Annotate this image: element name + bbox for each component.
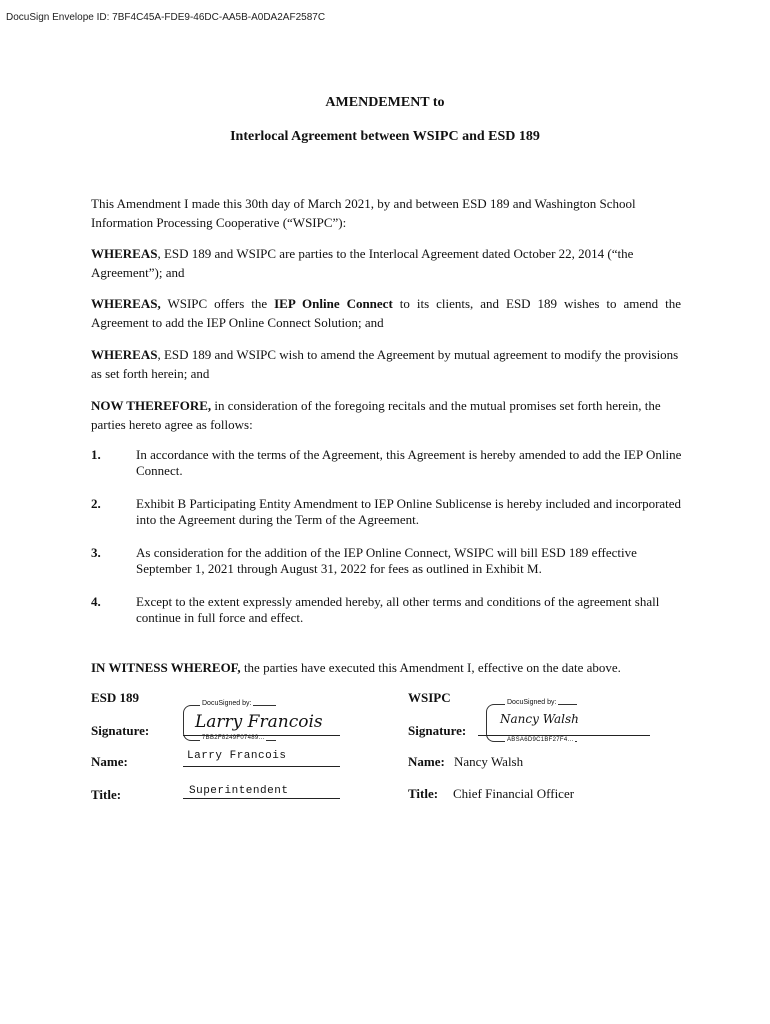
list-item-number: 1. [91, 447, 101, 462]
list-item: As consideration for the addition of the IEP Online Connect, WSIPC will bill ESD 189 effective September 1, 2021 through August 31, 2022 for fees as outlined in Exhibit M. [136, 545, 637, 576]
whereas-paragraph-1 [91, 244, 681, 282]
docusign-id: 7BB2F8249F07489... [202, 735, 265, 741]
whereas-paragraph-2 [91, 294, 681, 332]
left-title-value: Superintendent [189, 785, 289, 797]
right-title-value: Chief Financial Officer [453, 786, 575, 801]
list-item-number: 4. [91, 594, 101, 609]
name-line [183, 766, 340, 767]
title-line [183, 798, 340, 799]
docusigned-by-label: DocuSigned by: [202, 700, 252, 707]
whereas-lead: WHEREAS [91, 246, 158, 261]
now-therefore-text: in consideration of the foregoing recitals and the mutual promises set forth herein, the parties hereto agree as follows: [91, 398, 661, 432]
intro-paragraph: This Amendment I made this 30th day of March 2021, by and between ESD 189 and Washington School Information Processing Cooperative (“WSIPC”): [91, 196, 636, 230]
document-subtitle: Interlocal Agreement between WSIPC and ESD 189 [230, 129, 540, 144]
right-title-label: Title: [408, 786, 439, 801]
right-signature-image: Nancy Walsh [500, 712, 579, 726]
signature-line [183, 735, 340, 736]
left-signature-label: Signature: [91, 723, 150, 738]
left-title-label: Title: [91, 787, 122, 802]
right-name-value: Nancy Walsh [454, 754, 524, 769]
left-name-value: Larry Francois [187, 750, 287, 762]
now-therefore-lead: NOW THEREFORE, [91, 398, 212, 413]
list-item: Except to the extent expressly amended hereby, all other terms and conditions of the agreement shall continue in full force and effect. [136, 594, 660, 625]
docusigned-by-label: DocuSigned by: [507, 699, 557, 706]
witness-paragraph [91, 658, 681, 677]
now-therefore-paragraph [91, 396, 681, 434]
envelope-id: DocuSign Envelope ID: 7BF4C45A-FDE9-46DC-AA5B-A0DA2AF2587C [6, 12, 326, 23]
whereas-text-pre: WSIPC offers the [160, 296, 275, 311]
signature-line [478, 735, 650, 736]
left-signature-image: Larry Francois [195, 712, 323, 732]
right-name-label: Name: [408, 754, 445, 769]
list-item-number: 2. [91, 496, 101, 511]
whereas-paragraph-3 [91, 345, 681, 383]
whereas-text-post: to its clients, and ESD 189 wishes to amend the Agreement to add the IEP Online Connect Solution; and [91, 296, 681, 330]
whereas-lead: WHEREAS, [91, 296, 161, 311]
list-item: Exhibit B Participating Entity Amendment to IEP Online Sublicense is hereby included and incorporated into the Agreement during the Term of the Agreement. [136, 496, 682, 527]
docusign-id: ABSA6D9C1BF27F4... [507, 737, 574, 743]
whereas-text: , ESD 189 and WSIPC are parties to the Interlocal Agreement dated October 22, 2014 (“the Agreement”); and [91, 246, 634, 280]
right-signature-label: Signature: [408, 723, 467, 738]
left-party-heading: ESD 189 [91, 690, 140, 705]
list-item: In accordance with the terms of the Agreement, this Agreement is hereby amended to add the IEP Online Connect. [136, 447, 682, 478]
right-party-heading: WSIPC [408, 690, 451, 705]
product-name: IEP Online Connect [274, 296, 393, 311]
document-title: AMENDEMENT to [325, 95, 445, 110]
whereas-lead: WHEREAS [91, 347, 158, 362]
left-name-label: Name: [91, 754, 128, 769]
witness-text: the parties have executed this Amendment I, effective on the date above. [240, 660, 621, 675]
whereas-text: , ESD 189 and WSIPC wish to amend the Agreement by mutual agreement to modify the provisions as set forth herein; and [91, 347, 679, 381]
witness-lead: IN WITNESS WHEREOF, [91, 660, 241, 675]
list-item-number: 3. [91, 545, 101, 560]
